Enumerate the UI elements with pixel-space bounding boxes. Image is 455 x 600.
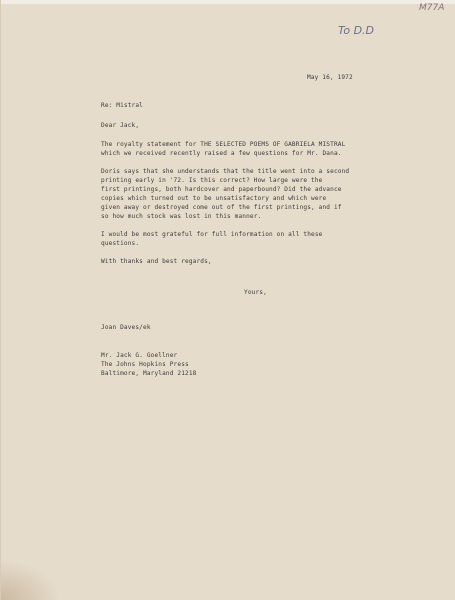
address-line-2: The Johns Hopkins Press — [101, 361, 189, 368]
handwritten-to-dd: To D.D — [338, 24, 375, 37]
handwritten-code: M77A — [419, 3, 445, 13]
signature-reference: Joan Daves/ek — [101, 324, 151, 331]
paragraph-2-line-3: first printings, both hardcover and paperbound? Did the advance — [101, 186, 342, 193]
paragraph-2-line-2: printing early in '72. Is this correct? How large were the — [101, 177, 323, 184]
address-line-3: Baltimore, Maryland 21218 — [101, 370, 197, 377]
paragraph-4-line-1: With thanks and best regards, — [101, 258, 212, 265]
paragraph-1-line-1: The royalty statement for THE SELECTED POEMS OF GABRIELA MISTRAL — [101, 141, 346, 148]
paragraph-2-line-1: Doris says that she understands that the title went into a second — [101, 168, 350, 175]
closing: Yours, — [244, 289, 267, 296]
letter-date: May 16, 1972 — [307, 74, 353, 81]
subject-line: Re: Mistral — [101, 102, 144, 109]
paragraph-1-line-2: which we received recently raised a few questions for Mr. Dana. — [101, 150, 342, 157]
paragraph-2-line-5: given away or destroyed come out of the first printings, and if — [101, 204, 342, 211]
paragraph-2-line-6: so how much stock was lost in this manner. — [101, 213, 262, 220]
address-line-1: Mr. Jack G. Goellner — [101, 352, 178, 359]
paper-stain — [1, 560, 61, 600]
paragraph-3-line-1: I would be most grateful for full information on all these — [101, 231, 323, 238]
paragraph-3-line-2: questions. — [101, 240, 140, 247]
paper-edge — [1, 0, 455, 4]
salutation: Dear Jack, — [101, 122, 140, 129]
paragraph-2-line-4: copies which turned out to be unsatisfactory and which were — [101, 195, 327, 202]
